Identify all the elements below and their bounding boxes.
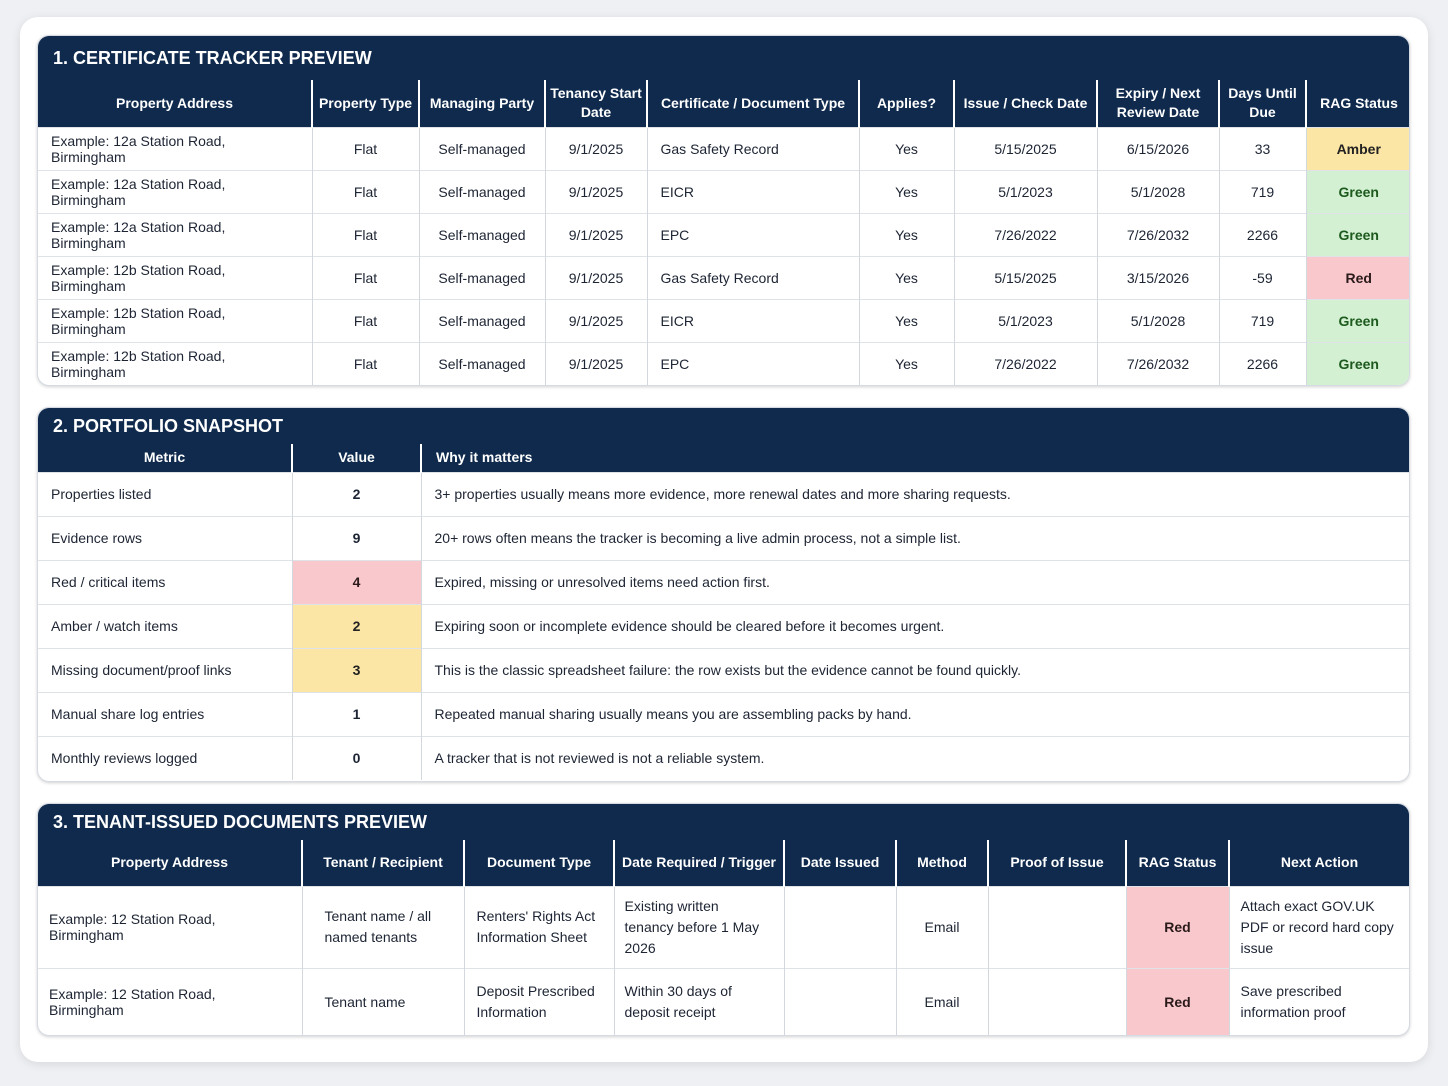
property-address-cell: Example: 12a Station Road, Birmingham (38, 213, 312, 256)
table-row (38, 472, 1409, 516)
date-required-cell: Existing written tenancy before 1 May 2026 (614, 886, 784, 968)
rag-status-badge: Red (1126, 968, 1229, 1036)
managing-party-cell: Self-managed (419, 213, 545, 256)
table-header-row (38, 840, 1409, 886)
table-row (38, 516, 1409, 560)
metric-cell: Red / critical items (38, 560, 292, 604)
property-type-cell: Flat (312, 127, 419, 170)
issue-date-cell: 5/1/2023 (954, 299, 1097, 342)
applies-cell: Yes (859, 127, 954, 170)
days-until-due-cell: 719 (1219, 170, 1306, 213)
tenant-recipient-cell: Tenant name (302, 968, 464, 1036)
date-issued-cell (784, 968, 896, 1036)
property-address-cell: Example: 12b Station Road, Birmingham (38, 299, 312, 342)
certificate-tracker-table (38, 80, 1410, 385)
rag-status-badge: Green (1306, 170, 1410, 213)
property-type-cell: Flat (312, 342, 419, 385)
table-row (38, 736, 1409, 780)
why-it-matters-cell: 20+ rows often means the tracker is becoming a live admin process, not a simple list. (421, 516, 1409, 560)
issue-date-cell: 7/26/2022 (954, 213, 1097, 256)
applies-cell: Yes (859, 342, 954, 385)
document-type-cell: EPC (647, 342, 859, 385)
document-type-cell: Gas Safety Record (647, 127, 859, 170)
proof-of-issue-cell (988, 886, 1126, 968)
table-row (38, 692, 1409, 736)
property-address-cell: Example: 12 Station Road, Birmingham (38, 968, 302, 1036)
why-it-matters-cell: Expiring soon or incomplete evidence should be cleared before it becomes urgent. (421, 604, 1409, 648)
expiry-date-cell: 5/1/2028 (1097, 170, 1219, 213)
days-until-due-cell: 2266 (1219, 213, 1306, 256)
date-issued-cell (784, 886, 896, 968)
column-header: Managing Party (419, 80, 545, 127)
section-title-certificate-tracker: 1. CERTIFICATE TRACKER PREVIEW (38, 36, 1409, 80)
why-it-matters-cell: A tracker that is not reviewed is not a reliable system. (421, 736, 1409, 780)
column-header: Method (896, 840, 988, 886)
issue-date-cell: 7/26/2022 (954, 342, 1097, 385)
column-header: Proof of Issue (988, 840, 1126, 886)
column-header: Issue / Check Date (954, 80, 1097, 127)
metric-cell: Evidence rows (38, 516, 292, 560)
why-it-matters-cell: Expired, missing or unresolved items need action first. (421, 560, 1409, 604)
managing-party-cell: Self-managed (419, 299, 545, 342)
rag-status-badge: Red (1306, 256, 1410, 299)
tenancy-start-cell: 9/1/2025 (545, 256, 647, 299)
column-header: Property Address (38, 840, 302, 886)
column-header: Value (292, 444, 421, 472)
property-type-cell: Flat (312, 256, 419, 299)
document-type-cell: EPC (647, 213, 859, 256)
next-action-cell: Save prescribed information proof (1229, 968, 1409, 1036)
column-header: Property Address (38, 80, 312, 127)
column-header: Certificate / Document Type (647, 80, 859, 127)
document-type-cell: Deposit Prescribed Information (464, 968, 614, 1036)
days-until-due-cell: 719 (1219, 299, 1306, 342)
property-type-cell: Flat (312, 213, 419, 256)
table-row (38, 342, 1410, 385)
column-header: Next Action (1229, 840, 1409, 886)
document-type-cell: Renters' Rights Act Information Sheet (464, 886, 614, 968)
metric-value-cell: 9 (292, 516, 421, 560)
managing-party-cell: Self-managed (419, 256, 545, 299)
table-header-row (38, 80, 1410, 127)
issue-date-cell: 5/15/2025 (954, 127, 1097, 170)
rag-status-badge: Green (1306, 299, 1410, 342)
metric-value-cell: 1 (292, 692, 421, 736)
metric-cell: Properties listed (38, 472, 292, 516)
metric-value-cell: 2 (292, 604, 421, 648)
table-row (38, 170, 1410, 213)
rag-status-badge: Green (1306, 342, 1410, 385)
table-row (38, 604, 1409, 648)
column-header: Why it matters (421, 444, 1409, 472)
property-address-cell: Example: 12b Station Road, Birmingham (38, 342, 312, 385)
tenant-documents-table (38, 840, 1409, 1036)
column-header: Date Required / Trigger (614, 840, 784, 886)
section-title-portfolio-snapshot: 2. PORTFOLIO SNAPSHOT (38, 408, 1409, 444)
property-address-cell: Example: 12b Station Road, Birmingham (38, 256, 312, 299)
metric-value-cell: 0 (292, 736, 421, 780)
table-row (38, 886, 1409, 968)
property-type-cell: Flat (312, 170, 419, 213)
metric-cell: Manual share log entries (38, 692, 292, 736)
why-it-matters-cell: This is the classic spreadsheet failure: the row exists but the evidence cannot be found quickly. (421, 648, 1409, 692)
property-address-cell: Example: 12a Station Road, Birmingham (38, 127, 312, 170)
proof-of-issue-cell (988, 968, 1126, 1036)
column-header: Property Type (312, 80, 419, 127)
expiry-date-cell: 7/26/2032 (1097, 213, 1219, 256)
table-row (38, 213, 1410, 256)
method-cell: Email (896, 968, 988, 1036)
tenancy-start-cell: 9/1/2025 (545, 342, 647, 385)
issue-date-cell: 5/15/2025 (954, 256, 1097, 299)
days-until-due-cell: 2266 (1219, 342, 1306, 385)
next-action-cell: Attach exact GOV.UK PDF or record hard copy issue (1229, 886, 1409, 968)
tenancy-start-cell: 9/1/2025 (545, 299, 647, 342)
applies-cell: Yes (859, 256, 954, 299)
column-header: RAG Status (1306, 80, 1410, 127)
applies-cell: Yes (859, 299, 954, 342)
table-row (38, 560, 1409, 604)
column-header: Metric (38, 444, 292, 472)
days-until-due-cell: -59 (1219, 256, 1306, 299)
column-header: Document Type (464, 840, 614, 886)
document-type-cell: Gas Safety Record (647, 256, 859, 299)
expiry-date-cell: 3/15/2026 (1097, 256, 1219, 299)
tenancy-start-cell: 9/1/2025 (545, 127, 647, 170)
column-header: Expiry / Next Review Date (1097, 80, 1219, 127)
tenant-documents-section (37, 803, 1410, 1036)
column-header: Tenant / Recipient (302, 840, 464, 886)
metric-value-cell: 2 (292, 472, 421, 516)
property-address-cell: Example: 12 Station Road, Birmingham (38, 886, 302, 968)
applies-cell: Yes (859, 170, 954, 213)
portfolio-snapshot-section (37, 407, 1410, 782)
method-cell: Email (896, 886, 988, 968)
column-header: Tenancy Start Date (545, 80, 647, 127)
portfolio-snapshot-table (38, 444, 1409, 780)
rag-status-badge: Green (1306, 213, 1410, 256)
document-type-cell: EICR (647, 299, 859, 342)
metric-cell: Missing document/proof links (38, 648, 292, 692)
expiry-date-cell: 5/1/2028 (1097, 299, 1219, 342)
table-row (38, 299, 1410, 342)
column-header: RAG Status (1126, 840, 1229, 886)
expiry-date-cell: 7/26/2032 (1097, 342, 1219, 385)
why-it-matters-cell: 3+ properties usually means more evidence, more renewal dates and more sharing requests. (421, 472, 1409, 516)
rag-status-badge: Amber (1306, 127, 1410, 170)
managing-party-cell: Self-managed (419, 127, 545, 170)
applies-cell: Yes (859, 213, 954, 256)
table-row (38, 648, 1409, 692)
table-header-row (38, 444, 1409, 472)
table-row (38, 127, 1410, 170)
metric-cell: Monthly reviews logged (38, 736, 292, 780)
days-until-due-cell: 33 (1219, 127, 1306, 170)
section-title-tenant-documents: 3. TENANT-ISSUED DOCUMENTS PREVIEW (38, 804, 1409, 840)
property-type-cell: Flat (312, 299, 419, 342)
metric-cell: Amber / watch items (38, 604, 292, 648)
date-required-cell: Within 30 days of deposit receipt (614, 968, 784, 1036)
document-type-cell: EICR (647, 170, 859, 213)
table-row (38, 968, 1409, 1036)
metric-value-cell: 4 (292, 560, 421, 604)
managing-party-cell: Self-managed (419, 342, 545, 385)
issue-date-cell: 5/1/2023 (954, 170, 1097, 213)
tenancy-start-cell: 9/1/2025 (545, 170, 647, 213)
managing-party-cell: Self-managed (419, 170, 545, 213)
expiry-date-cell: 6/15/2026 (1097, 127, 1219, 170)
column-header: Applies? (859, 80, 954, 127)
column-header: Date Issued (784, 840, 896, 886)
tenant-recipient-cell: Tenant name / all named tenants (302, 886, 464, 968)
property-address-cell: Example: 12a Station Road, Birmingham (38, 170, 312, 213)
rag-status-badge: Red (1126, 886, 1229, 968)
column-header: Days Until Due (1219, 80, 1306, 127)
certificate-tracker-section (37, 35, 1410, 386)
table-row (38, 256, 1410, 299)
tenancy-start-cell: 9/1/2025 (545, 213, 647, 256)
why-it-matters-cell: Repeated manual sharing usually means you are assembling packs by hand. (421, 692, 1409, 736)
metric-value-cell: 3 (292, 648, 421, 692)
